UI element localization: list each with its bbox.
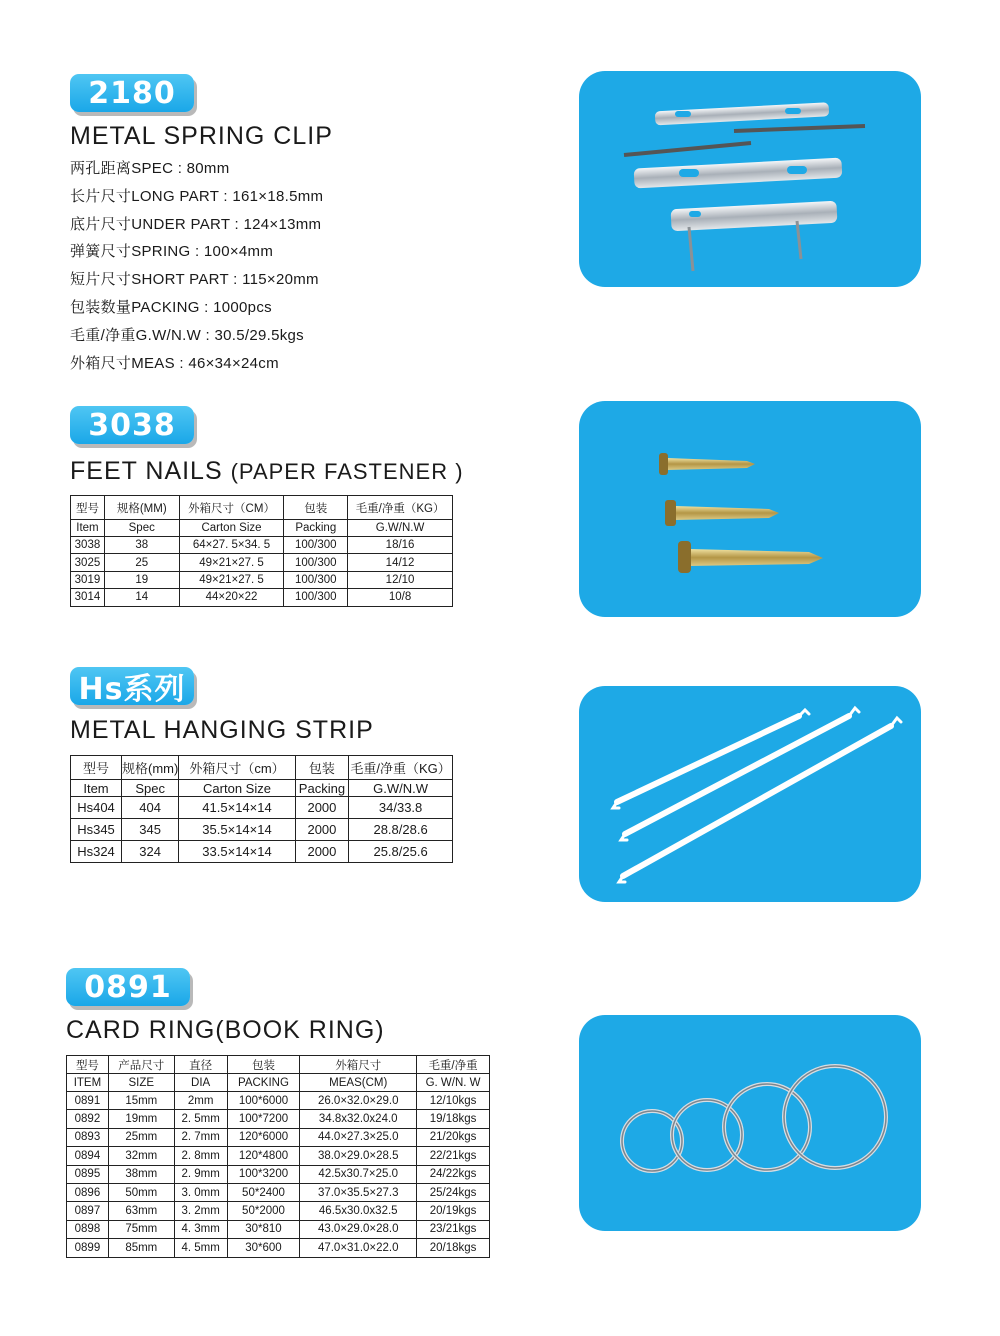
section-title-card-ring: CARD RING(BOOK RING) xyxy=(66,1016,385,1044)
table-cell: 毛重/净重（KG） xyxy=(349,756,453,780)
spec-list xyxy=(70,155,323,377)
table-cell: 19mm xyxy=(108,1110,174,1128)
table-cell: 2mm xyxy=(174,1092,227,1110)
table-cell: 4. 5mm xyxy=(174,1239,227,1257)
table-cell: 2. 5mm xyxy=(174,1110,227,1128)
table-cell: 15mm xyxy=(108,1092,174,1110)
table-cell: 404 xyxy=(121,797,178,819)
table-cell: 28.8/28.6 xyxy=(349,819,453,841)
table-cell: Carton Size xyxy=(179,780,295,797)
product-image-hanging-strip xyxy=(579,686,921,902)
table-row xyxy=(71,589,453,606)
table-cell: 25/24kgs xyxy=(417,1183,490,1201)
table-cell: Packing xyxy=(295,780,348,797)
table-cell: 50mm xyxy=(108,1183,174,1201)
table-cell: 12/10kgs xyxy=(417,1092,490,1110)
table-cell: MEAS(CM) xyxy=(300,1074,417,1092)
title-main: FEET NAILS xyxy=(70,457,223,485)
section-title-feet-nails xyxy=(70,457,464,486)
table-cell: 2000 xyxy=(295,819,348,841)
table-cell: ITEM xyxy=(67,1074,109,1092)
table-cell: Packing xyxy=(284,520,348,537)
table-cell: 120*4800 xyxy=(227,1147,300,1165)
table-cell: 14/12 xyxy=(348,554,453,571)
table-cell: Item xyxy=(71,520,105,537)
table-cell: 毛重/净重 xyxy=(417,1056,490,1074)
ring-spec-table xyxy=(66,1055,490,1258)
table-cell: 22/21kgs xyxy=(417,1147,490,1165)
table-row xyxy=(71,841,453,863)
table-cell: 12/10 xyxy=(348,571,453,588)
nails-spec-table xyxy=(70,495,453,607)
table-cell: 49×21×27. 5 xyxy=(179,554,284,571)
table-cell: 14 xyxy=(104,589,179,606)
table-cell: G.W/N.W xyxy=(348,520,453,537)
table-cell: 包装 xyxy=(284,496,348,520)
section-badge-0891: 0891 xyxy=(66,968,190,1006)
table-cell: 37.0×35.5×27.3 xyxy=(300,1183,417,1201)
table-cell: 毛重/净重（KG） xyxy=(348,496,453,520)
table-row xyxy=(67,1239,490,1257)
table-cell: 120*6000 xyxy=(227,1128,300,1146)
table-cell: 型号 xyxy=(71,756,122,780)
table-cell: 100/300 xyxy=(284,589,348,606)
table-cell: PACKING xyxy=(227,1074,300,1092)
table-cell: 外箱尺寸（CM） xyxy=(179,496,284,520)
table-row xyxy=(67,1110,490,1128)
table-cell: 0891 xyxy=(67,1092,109,1110)
table-header-row xyxy=(71,756,453,780)
table-cell: 0898 xyxy=(67,1220,109,1238)
table-cell: 26.0×32.0×29.0 xyxy=(300,1092,417,1110)
spec-line: 弹簧尺寸SPRING : 100×4mm xyxy=(70,243,274,261)
table-cell: 规格(mm) xyxy=(121,756,178,780)
product-image-spring-clip xyxy=(579,71,921,287)
table-cell: 100*3200 xyxy=(227,1165,300,1183)
table-cell: Hs324 xyxy=(71,841,122,863)
table-cell: 64×27. 5×34. 5 xyxy=(179,537,284,554)
table-cell: 49×21×27. 5 xyxy=(179,571,284,588)
table-cell: 2000 xyxy=(295,797,348,819)
table-cell: 型号 xyxy=(67,1056,109,1074)
table-cell: 34/33.8 xyxy=(349,797,453,819)
table-cell: 4. 3mm xyxy=(174,1220,227,1238)
table-cell: 3. 0mm xyxy=(174,1183,227,1201)
table-cell: 100/300 xyxy=(284,537,348,554)
table-cell: 3. 2mm xyxy=(174,1202,227,1220)
table-cell: 25 xyxy=(104,554,179,571)
table-cell: Item xyxy=(71,780,122,797)
table-cell: 46.5x30.0x32.5 xyxy=(300,1202,417,1220)
table-row xyxy=(67,1092,490,1110)
table-cell: 30*600 xyxy=(227,1239,300,1257)
table-cell: SIZE xyxy=(108,1074,174,1092)
table-cell: 2. 8mm xyxy=(174,1147,227,1165)
table-cell: Hs404 xyxy=(71,797,122,819)
table-cell: 20/19kgs xyxy=(417,1202,490,1220)
table-cell: 规格(MM) xyxy=(104,496,179,520)
table-cell: 0895 xyxy=(67,1165,109,1183)
table-cell: 43.0×29.0×28.0 xyxy=(300,1220,417,1238)
title-suffix: (PAPER FASTENER ) xyxy=(230,459,464,484)
table-cell: 47.0×31.0×22.0 xyxy=(300,1239,417,1257)
table-cell: 外箱尺寸（cm） xyxy=(179,756,295,780)
table-cell: 直径 xyxy=(174,1056,227,1074)
table-cell: 75mm xyxy=(108,1220,174,1238)
table-cell: 25.8/25.6 xyxy=(349,841,453,863)
table-cell: 100*6000 xyxy=(227,1092,300,1110)
table-row xyxy=(67,1220,490,1238)
table-cell: 324 xyxy=(121,841,178,863)
table-cell: 0899 xyxy=(67,1239,109,1257)
table-cell: 33.5×14×14 xyxy=(179,841,295,863)
table-cell: 0893 xyxy=(67,1128,109,1146)
table-subheader-row xyxy=(71,780,453,797)
table-cell: Hs345 xyxy=(71,819,122,841)
table-cell: 24/22kgs xyxy=(417,1165,490,1183)
product-image-card-ring xyxy=(579,1015,921,1231)
table-cell: 包装 xyxy=(227,1056,300,1074)
table-cell: 100/300 xyxy=(284,554,348,571)
table-row xyxy=(71,797,453,819)
table-cell: 19 xyxy=(104,571,179,588)
spec-line: 短片尺寸SHORT PART : 115×20mm xyxy=(70,271,319,289)
section-title-spring-clip: METAL SPRING CLIP xyxy=(70,122,333,150)
table-header-row xyxy=(71,496,453,520)
table-cell: DIA xyxy=(174,1074,227,1092)
table-cell: 63mm xyxy=(108,1202,174,1220)
table-row xyxy=(71,537,453,554)
table-row xyxy=(71,571,453,588)
table-row xyxy=(67,1183,490,1201)
table-cell: 345 xyxy=(121,819,178,841)
table-cell: 3019 xyxy=(71,571,105,588)
spec-line: 底片尺寸UNDER PART : 124×13mm xyxy=(70,215,322,233)
table-cell: Spec xyxy=(121,780,178,797)
spec-line: 毛重/净重G.W/N.W : 30.5/29.5kgs xyxy=(70,326,304,344)
table-cell: 21/20kgs xyxy=(417,1128,490,1146)
table-cell: 38.0×29.0×28.5 xyxy=(300,1147,417,1165)
section-badge-3038: 3038 xyxy=(70,406,194,444)
spec-line: 包装数量PACKING : 1000pcs xyxy=(70,298,272,316)
table-row xyxy=(71,819,453,841)
table-row xyxy=(67,1165,490,1183)
table-cell: 42.5x30.7×25.0 xyxy=(300,1165,417,1183)
table-cell: 型号 xyxy=(71,496,105,520)
table-cell: 2000 xyxy=(295,841,348,863)
table-cell: 100*7200 xyxy=(227,1110,300,1128)
table-cell: 3014 xyxy=(71,589,105,606)
table-subheader-row xyxy=(71,520,453,537)
table-cell: 0892 xyxy=(67,1110,109,1128)
table-cell: Carton Size xyxy=(179,520,284,537)
table-cell: 外箱尺寸 xyxy=(300,1056,417,1074)
table-cell: 30*810 xyxy=(227,1220,300,1238)
section-title-hanging-strip: METAL HANGING STRIP xyxy=(70,716,374,744)
table-cell: 18/16 xyxy=(348,537,453,554)
table-cell: 50*2000 xyxy=(227,1202,300,1220)
table-cell: 38 xyxy=(104,537,179,554)
table-row xyxy=(67,1147,490,1165)
table-row xyxy=(67,1202,490,1220)
table-cell: 35.5×14×14 xyxy=(179,819,295,841)
table-cell: 44.0×27.3×25.0 xyxy=(300,1128,417,1146)
section-badge-hs-series: Hs系列 xyxy=(70,667,194,705)
table-cell: G.W/N.W xyxy=(349,780,453,797)
table-row xyxy=(71,554,453,571)
table-cell: 包装 xyxy=(295,756,348,780)
spec-line: 两孔距离SPEC : 80mm xyxy=(70,160,230,177)
table-cell: 10/8 xyxy=(348,589,453,606)
table-cell: 44×20×22 xyxy=(179,589,284,606)
table-cell: 34.8x32.0x24.0 xyxy=(300,1110,417,1128)
table-cell: 产品尺寸 xyxy=(108,1056,174,1074)
table-cell: Spec xyxy=(104,520,179,537)
section-badge-2180: 2180 xyxy=(70,74,194,112)
table-cell: 23/21kgs xyxy=(417,1220,490,1238)
table-cell: 32mm xyxy=(108,1147,174,1165)
table-cell: 100/300 xyxy=(284,571,348,588)
table-cell: 3038 xyxy=(71,537,105,554)
table-cell: 0894 xyxy=(67,1147,109,1165)
table-cell: 41.5×14×14 xyxy=(179,797,295,819)
table-cell: 38mm xyxy=(108,1165,174,1183)
table-cell: 0896 xyxy=(67,1183,109,1201)
table-cell: 19/18kgs xyxy=(417,1110,490,1128)
table-cell: 85mm xyxy=(108,1239,174,1257)
table-cell: 25mm xyxy=(108,1128,174,1146)
table-cell: 20/18kgs xyxy=(417,1239,490,1257)
product-image-feet-nails xyxy=(579,401,921,617)
table-cell: G. W/N. W xyxy=(417,1074,490,1092)
table-cell: 3025 xyxy=(71,554,105,571)
spec-line: 外箱尺寸MEAS : 46×34×24cm xyxy=(70,354,279,372)
table-cell: 50*2400 xyxy=(227,1183,300,1201)
table-header-row xyxy=(67,1056,490,1074)
table-row xyxy=(67,1128,490,1146)
strip-spec-table xyxy=(70,755,453,863)
spec-line: 长片尺寸LONG PART : 161×18.5mm xyxy=(70,187,324,205)
table-subheader-row xyxy=(67,1074,490,1092)
table-cell: 2. 7mm xyxy=(174,1128,227,1146)
table-cell: 0897 xyxy=(67,1202,109,1220)
table-cell: 2. 9mm xyxy=(174,1165,227,1183)
